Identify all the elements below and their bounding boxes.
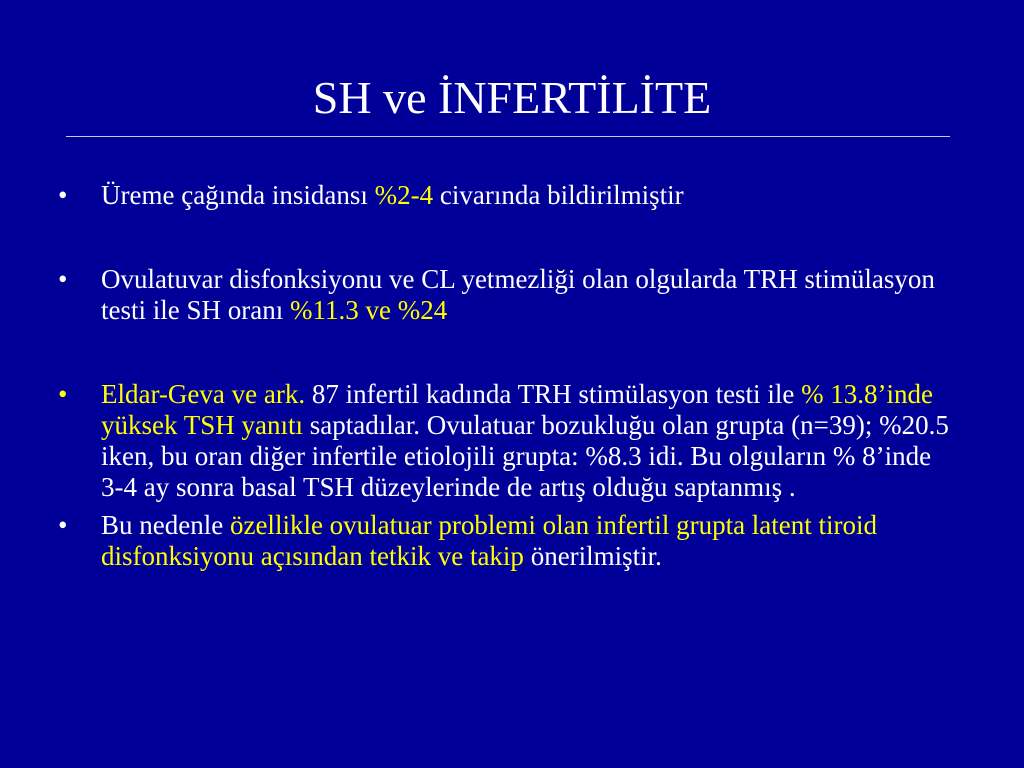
text-segment: Ovulatuvar disfonksiyonu ve CL yetmezliği olan olgularda TRH stimülasyon testi ile SH oranı [101, 264, 935, 325]
bullet-text [101, 264, 935, 325]
text-segment: Bu nedenle [101, 510, 230, 540]
bullet-marker: • [58, 264, 68, 294]
bullet-marker: • [58, 510, 68, 540]
highlight-segment: Eldar-Geva ve ark. [101, 379, 306, 409]
bullet-item-2 [58, 264, 958, 326]
text-segment: saptadılar. Ovulatuar bozukluğu olan grupta (n=39); %20.5 iken, bu oran diğer infertile etiolojili grupta: %8.3 idi. Bu olguların % 8’inde 3-4 ay sonra basal TSH düzeylerinde de artış olduğu saptanmış . [101, 410, 949, 502]
bullet-item-4 [58, 510, 958, 572]
bullet-text [101, 510, 877, 571]
text-segment: Üreme çağında insidansı [101, 180, 375, 210]
bullet-item-1 [58, 180, 958, 211]
text-segment: civarında bildirilmiştir [433, 180, 684, 210]
bullet-item-3 [58, 379, 958, 503]
bullet-marker: • [58, 180, 68, 210]
bullet-text [101, 379, 949, 502]
title-divider [66, 136, 950, 137]
highlight-segment: %2-4 [374, 180, 434, 210]
bullet-marker: • [58, 379, 68, 409]
text-segment: önerilmiştir. [523, 541, 662, 571]
text-segment: 87 infertil kadında TRH stimülasyon testi ile [305, 379, 802, 409]
bullet-text [101, 180, 684, 210]
highlight-segment: %11.3 ve %24 [289, 295, 448, 325]
highlight-segment: % 13.8’inde yüksek TSH yanıtı [101, 379, 934, 440]
slide-title: SH ve İNFERTİLİTE [312, 72, 712, 123]
bullet-list [58, 180, 958, 572]
highlight-segment: özellikle ovulatuar problemi olan infertil grupta latent tiroid disfonksiyonu açısından tetkik ve takip [101, 510, 878, 571]
